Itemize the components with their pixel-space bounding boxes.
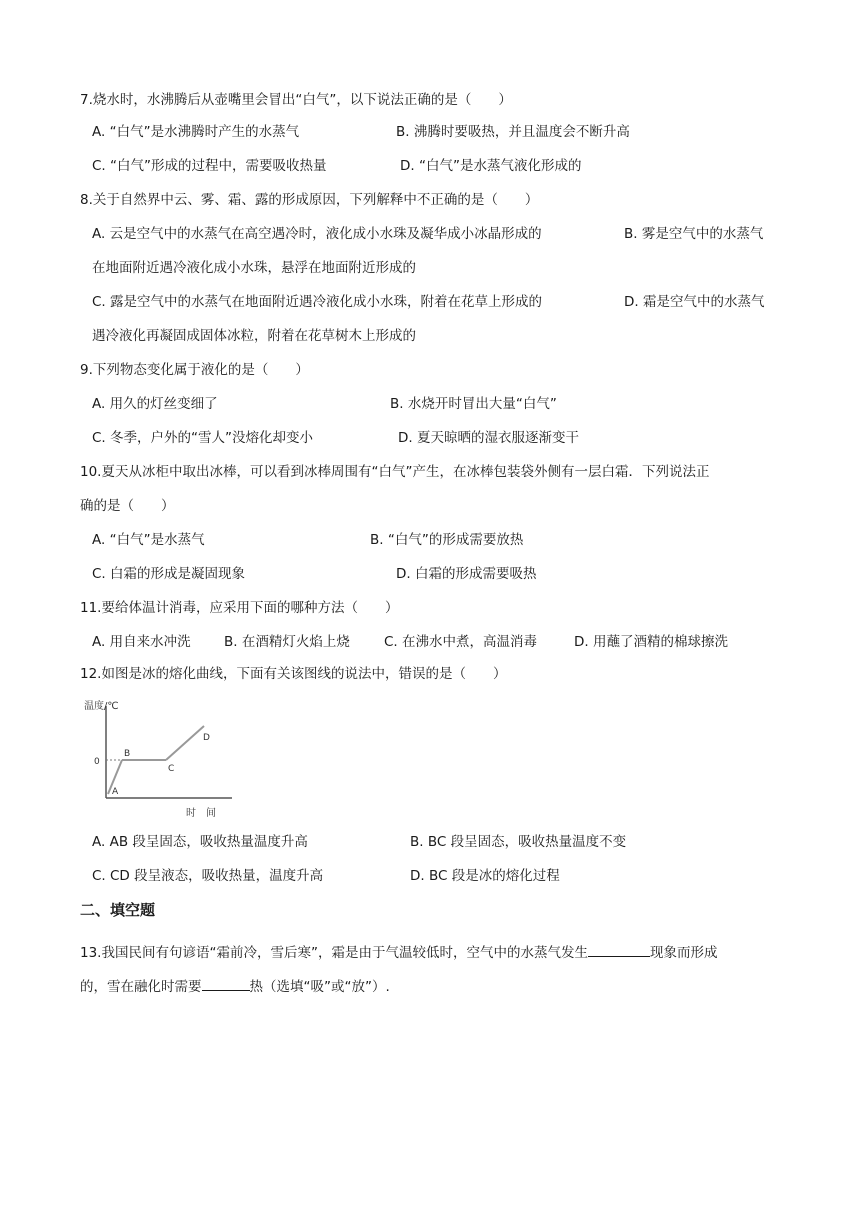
ice-melting-curve-figure [82,696,242,820]
q12-option-c: C. CD 段呈液态，吸收热量，温度升高 [92,868,324,884]
q8-option-b-cont: 在地面附近遇冷液化成小水珠，悬浮在地面附近形成的 [92,260,416,276]
q9-option-c: C. 冬季，户外的“雪人”没熔化却变小 [92,430,313,446]
q13-text-1: 13.我国民间有句谚语“霜前冷，雪后寒”，霜是由于气温较低时，空气中的水蒸气发生 [80,945,588,961]
q13-text-2: 现象而形成 [649,945,718,961]
q11-option-b: B. 在酒精灯火焰上烧 [224,634,350,650]
q8-option-d-cont: 遇冷液化再凝固成固体冰粒，附着在花草树木上形成的 [92,328,416,344]
q12-option-b: B. BC 段呈固态，吸收热量温度不变 [410,834,627,850]
q10-option-b: B. “白气”的形成需要放热 [370,532,524,548]
q8-option-c: C. 露是空气中的水蒸气在地面附近遇冷液化成小水珠，附着在花草上形成的 [92,294,543,310]
section-heading-fill-in: 二、填空题 [80,901,156,919]
q11-option-c: C. 在沸水中煮，高温消毒 [384,634,538,650]
q11-option-a: A. 用自来水冲洗 [92,634,191,650]
q12-option-d: D. BC 段是冰的熔化过程 [410,868,560,884]
q10-option-a: A. “白气”是水蒸气 [92,532,205,548]
zero-tick-label: 0 [94,757,100,767]
q10-option-c: C. 白霜的形成是凝固现象 [92,566,246,582]
q12-option-a: A. AB 段呈固态，吸收热量温度升高 [92,834,308,850]
q10-stem-cont: 确的是（ ） [80,498,175,514]
q12-stem: 12.如图是冰的熔化曲线，下面有关该图线的说法中，错误的是（ ） [80,666,507,682]
q7-option-d: D. “白气”是水蒸气液化形成的 [400,158,582,174]
q10-stem: 10.夏天从冰柜中取出冰棒，可以看到冰棒周围有“白气”产生，在冰棒包装袋外侧有一层白霜．下列说法正 [80,464,710,480]
q8-option-d: D. 霜是空气中的水蒸气 [624,294,765,310]
q8-option-a: A. 云是空气中的水蒸气在高空遇冷时，液化成小水珠及凝华成小冰晶形成的 [92,226,542,242]
q8-stem: 8.关于自然界中云、雾、霜、露的形成原因，下列解释中不正确的是（ ） [80,192,539,208]
q13-line-2 [80,976,390,997]
q13-blank-2[interactable] [202,976,250,991]
q9-stem: 9.下列物态变化属于液化的是（ ） [80,362,309,378]
segment-cd [166,726,204,760]
q11-option-d: D. 用蘸了酒精的棉球擦洗 [574,634,728,650]
point-b-label: B [124,749,131,759]
point-c-label: C [168,764,175,774]
q10-option-d: D. 白霜的形成需要吸热 [396,566,537,582]
q11-stem: 11.要给体温计消毒，应采用下面的哪种方法（ ） [80,600,399,616]
y-axis-label: 温度/℃ [84,701,119,712]
q13-blank-1[interactable] [588,942,650,957]
q9-option-a: A. 用久的灯丝变细了 [92,396,218,412]
q7-option-c: C. “白气”形成的过程中，需要吸收热量 [92,158,327,174]
q13-text-4: 热（选填“吸”或“放”）. [249,979,390,995]
q7-option-b: B. 沸腾时要吸热，并且温度会不断升高 [396,124,630,140]
q8-option-b: B. 雾是空气中的水蒸气 [624,226,764,242]
q13-text-3: 的，雪在融化时需要 [80,979,202,995]
q7-stem: 7.烧水时，水沸腾后从壶嘴里会冒出“白气”，以下说法正确的是（ ） [80,92,512,108]
point-a-label: A [112,787,119,797]
q7-option-a: A. “白气”是水沸腾时产生的水蒸气 [92,124,300,140]
q9-option-b: B. 水烧开时冒出大量“白气” [390,396,557,412]
q9-option-d: D. 夏天晾晒的湿衣服逐渐变干 [398,430,579,446]
q13-line-1 [80,942,717,963]
x-axis-label: 时 间 [186,808,216,819]
point-d-label: D [203,733,210,743]
